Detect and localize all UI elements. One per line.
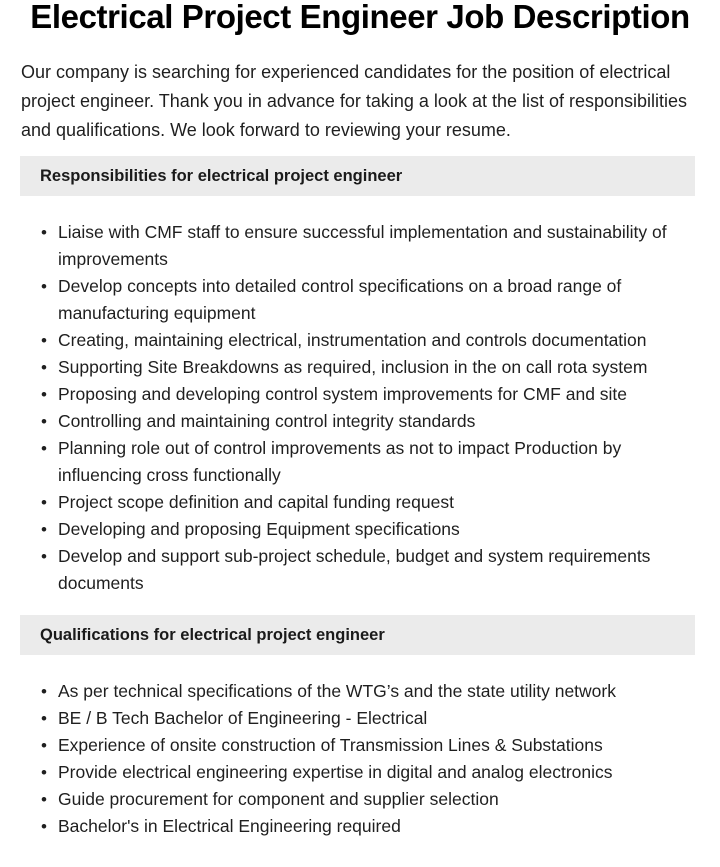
- bullet-dot-icon: •: [41, 520, 47, 539]
- list-item-text: Planning role out of control improvements as not to impact Production by influencing cross functionally: [58, 438, 622, 485]
- section-header-responsibilities: [20, 156, 695, 196]
- bullet-dot-icon: •: [41, 790, 47, 809]
- bullet-dot-icon: •: [41, 736, 47, 755]
- bullet-dot-icon: •: [41, 331, 47, 350]
- list-item: [34, 516, 694, 543]
- list-item: [34, 813, 694, 840]
- bullet-dot-icon: •: [41, 385, 47, 404]
- list-item: [34, 273, 694, 327]
- bullet-dot-icon: •: [41, 547, 47, 566]
- list-item-text: Provide electrical engineering expertise in digital and analog electronics: [58, 762, 613, 782]
- qualifications-list: [34, 678, 694, 840]
- list-item-text: Creating, maintaining electrical, instrumentation and controls documentation: [58, 330, 647, 350]
- bullet-dot-icon: •: [41, 493, 47, 512]
- list-item: [34, 732, 694, 759]
- bullet-dot-icon: •: [41, 709, 47, 728]
- list-item-text: Controlling and maintaining control integrity standards: [58, 411, 476, 431]
- bullet-dot-icon: •: [41, 682, 47, 701]
- page-title: Electrical Project Engineer Job Description: [30, 0, 690, 35]
- section-heading-label: Responsibilities for electrical project engineer: [40, 167, 403, 185]
- section-header-qualifications: [20, 615, 695, 655]
- bullet-dot-icon: •: [41, 817, 47, 836]
- list-item: [34, 354, 694, 381]
- list-item-text: Project scope definition and capital funding request: [58, 492, 454, 512]
- list-item: [34, 705, 694, 732]
- bullet-dot-icon: •: [41, 358, 47, 377]
- list-item-text: Liaise with CMF staff to ensure successful implementation and sustainability of improvements: [58, 222, 667, 269]
- responsibilities-list: [34, 219, 694, 597]
- list-item-text: Bachelor's in Electrical Engineering required: [58, 816, 401, 836]
- bullet-dot-icon: •: [41, 223, 47, 242]
- list-item-text: As per technical specifications of the WTG’s and the state utility network: [58, 681, 616, 701]
- intro-paragraph: Our company is searching for experienced candidates for the position of electrical project engineer. Thank you in advance for taking a look at the list of responsibilities and qualifications. We look forward to reviewing your resume.: [21, 62, 688, 140]
- list-item: [34, 678, 694, 705]
- list-item-text: Supporting Site Breakdowns as required, inclusion in the on call rota system: [58, 357, 648, 377]
- list-item: [34, 408, 694, 435]
- list-item-text: Experience of onsite construction of Transmission Lines & Substations: [58, 735, 603, 755]
- list-item-text: Guide procurement for component and supplier selection: [58, 789, 499, 809]
- list-item: [34, 759, 694, 786]
- list-item-text: Develop and support sub-project schedule, budget and system requirements documents: [58, 546, 651, 593]
- list-item: [34, 543, 694, 597]
- list-item: [34, 786, 694, 813]
- list-item: [34, 435, 694, 489]
- list-item-text: Proposing and developing control system improvements for CMF and site: [58, 384, 628, 404]
- list-item-text: BE / B Tech Bachelor of Engineering - Electrical: [58, 708, 428, 728]
- section-heading-label: Qualifications for electrical project engineer: [40, 626, 385, 644]
- list-item: [34, 219, 694, 273]
- list-item: [34, 489, 694, 516]
- bullet-dot-icon: •: [41, 277, 47, 296]
- list-item: [34, 381, 694, 408]
- list-item-text: Develop concepts into detailed control specifications on a broad range of manufacturing equipment: [58, 276, 622, 323]
- list-item: [34, 327, 694, 354]
- bullet-dot-icon: •: [41, 763, 47, 782]
- bullet-dot-icon: •: [41, 412, 47, 431]
- bullet-dot-icon: •: [41, 439, 47, 458]
- list-item-text: Developing and proposing Equipment specifications: [58, 519, 460, 539]
